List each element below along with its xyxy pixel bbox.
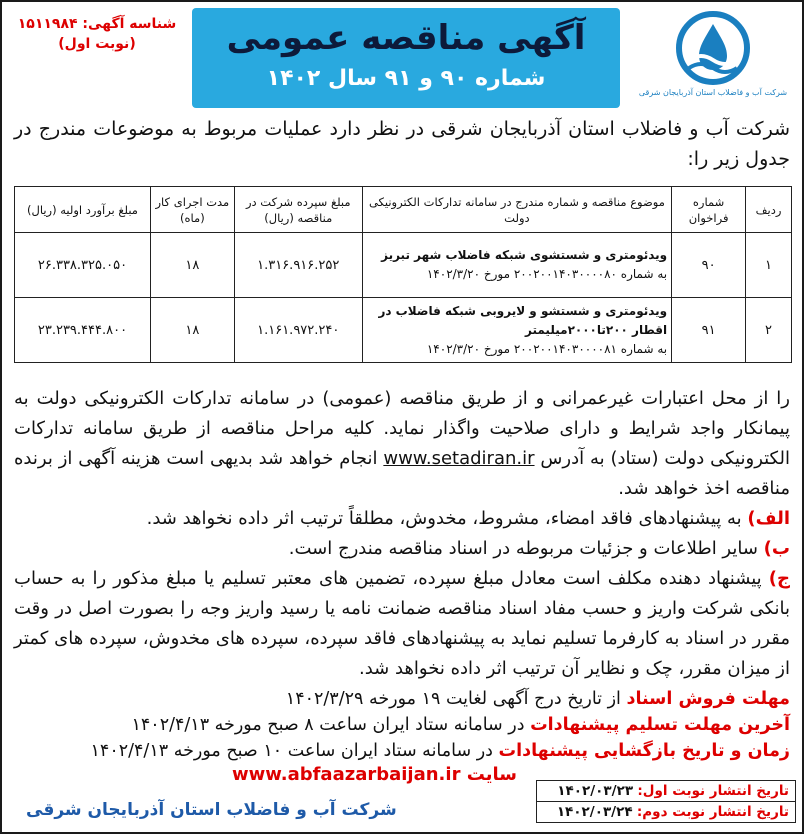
table-header-row bbox=[15, 187, 792, 233]
header bbox=[2, 8, 802, 108]
pub-date-second bbox=[537, 802, 795, 822]
col-row: ردیف bbox=[746, 187, 792, 233]
footer bbox=[2, 764, 802, 832]
water-drop-logo-icon bbox=[675, 10, 751, 86]
publication-dates bbox=[536, 780, 796, 823]
cell-estimate: ۲۳.۲۳۹.۴۴۴.۸۰۰ bbox=[15, 298, 151, 363]
pub-date-second-value: ۱۴۰۲/۰۳/۲۴ bbox=[556, 804, 633, 820]
cell-call-no: ۹۰ bbox=[672, 233, 746, 298]
subject-ref: به شماره ۲۰۰۲۰۰۱۴۰۳۰۰۰۰۸۰ مورخ ۱۴۰۲/۳/۲۰ bbox=[426, 267, 668, 281]
title-banner bbox=[192, 8, 620, 108]
cell-subject bbox=[362, 233, 671, 298]
table-row bbox=[15, 298, 792, 363]
subject-title: ویدئومتری و شستشوی شبکه فاضلاب شهر تبریز bbox=[381, 248, 668, 262]
site-line bbox=[232, 764, 517, 785]
deadline-sale bbox=[14, 686, 790, 712]
site-label: سایت bbox=[466, 764, 518, 785]
cell-duration: ۱۸ bbox=[150, 298, 234, 363]
cell-deposit: ۱.۳۱۶.۹۱۶.۲۵۲ bbox=[234, 233, 362, 298]
pub-date-first-label: تاریخ انتشار نوبت اول: bbox=[637, 783, 789, 799]
intro-text: شرکت آب و فاضلاب استان آذربایجان شرقی در نظر دارد عملیات مربوط به موضوعات مندرج در جدول زیر را: bbox=[14, 118, 790, 170]
pub-date-second-label: تاریخ انتشار نوبت دوم: bbox=[636, 804, 789, 820]
pub-date-first-value: ۱۴۰۲/۰۳/۲۳ bbox=[557, 783, 634, 799]
cell-duration: ۱۸ bbox=[150, 233, 234, 298]
clause-b-text: سایر اطلاعات و جزئیات مربوطه در اسناد مناقصه مندرج است. bbox=[288, 538, 758, 559]
col-duration: مدت اجرای کار (ماه) bbox=[150, 187, 234, 233]
tender-table bbox=[14, 186, 792, 363]
deadline-sale-label: مهلت فروش اسناد bbox=[626, 689, 790, 709]
ad-id: شناسه آگهی: ۱۵۱۱۹۸۴ bbox=[17, 16, 177, 32]
main-paragraph bbox=[14, 384, 790, 504]
logo-caption: شرکت آب و فاضلاب استان آذربایجان شرقی bbox=[638, 88, 788, 97]
cell-subject bbox=[362, 298, 671, 363]
clause-c-text: پیشنهاد دهنده مکلف است معادل مبلغ سپرده، تضمین های معتبر تسلیم یا مبلغ مذکور را به حساب بانکی شرکت واریز و حسب مفاد اسناد مناقصه ضمانت نامه یا رسید واریز وجه را بصورت اصل در وقت مقرر در اسناد به کارفرما تسلیم نماید به پیشنهادهای فاقد سپرده، سپرده های مخدوش، سپرده های کمتر از میزان مقرر، چک و نظایر آن ترتیب اثر داده نخواهد شد. bbox=[14, 568, 790, 679]
cell-row: ۱ bbox=[746, 233, 792, 298]
ad-round: (نوبت اول) bbox=[58, 36, 136, 52]
body-text bbox=[14, 384, 790, 684]
page-subtitle: شماره ۹۰ و ۹۱ سال ۱۴۰۲ bbox=[266, 66, 546, 91]
col-call-no: شماره فراخوان bbox=[672, 187, 746, 233]
clause-c bbox=[14, 564, 790, 684]
deadlines bbox=[14, 686, 790, 764]
main-paragraph-b: انجام خواهد شد بدیهی است هزینه آگهی از برنده مناقصه اخذ خواهد شد. bbox=[14, 448, 790, 499]
site-link[interactable]: www.abfaazarbaijan.ir bbox=[232, 764, 461, 785]
col-subject: موضوع مناقصه و شماره مندرج در سامانه تدارکات الکترونیکی دولت bbox=[362, 187, 671, 233]
clause-b bbox=[14, 534, 790, 564]
cell-estimate: ۲۶.۳۳۸.۳۲۵.۰۵۰ bbox=[15, 233, 151, 298]
table-row bbox=[15, 233, 792, 298]
col-deposit: مبلغ سپرده شرکت در مناقصه (ریال) bbox=[234, 187, 362, 233]
deadline-submit-label: آخرین مهلت تسلیم پیشنهادات bbox=[530, 715, 790, 735]
deadline-submit-text: در سامانه ستاد ایران ساعت ۸ صبح مورخه ۱۴۰۲/۴/۱۳ bbox=[131, 715, 525, 735]
clause-c-label: ج) bbox=[768, 568, 790, 589]
page-title: آگهی مناقصه عمومی bbox=[226, 18, 586, 58]
clause-a-label: الف) bbox=[747, 508, 790, 529]
company-logo bbox=[638, 10, 788, 97]
main-paragraph-a: را از محل اعتبارات غیرعمرانی و از طریق مناقصه (عمومی) در سامانه تدارکات الکترونیکی دولت به پیمانکار واجد شرایط و دارای صلاحیت واگذار نماید. کلیه مراحل مناقصه از طریق سامانه تدارکات الکترونیکی دولت (ستاد) به آدرس bbox=[14, 388, 790, 469]
col-estimate: مبلغ برآورد اولیه (ریال) bbox=[15, 187, 151, 233]
clause-a-text: به پیشنهادهای فاقد امضاء، مشروط، مخدوش، مطلقاً ترتیب اثر داده نخواهد شد. bbox=[146, 508, 742, 529]
ad-id-block bbox=[12, 14, 182, 54]
pub-date-first bbox=[537, 781, 795, 802]
subject-ref: به شماره ۲۰۰۲۰۰۱۴۰۳۰۰۰۰۸۱ مورخ ۱۴۰۲/۳/۲۰ bbox=[426, 341, 668, 356]
cell-row: ۲ bbox=[746, 298, 792, 363]
deadline-submit bbox=[14, 712, 790, 738]
deadline-open bbox=[14, 738, 790, 764]
cell-call-no: ۹۱ bbox=[672, 298, 746, 363]
footer-company: شرکت آب و فاضلاب استان آذربایجان شرقی bbox=[26, 800, 397, 820]
deadline-open-text: در سامانه ستاد ایران ساعت ۱۰ صبح مورخه ۱۴۰۲/۴/۱۳ bbox=[90, 741, 493, 761]
setad-link[interactable]: www.setadiran.ir bbox=[383, 448, 535, 469]
deadline-open-label: زمان و تاریخ بازگشایی پیشنهادات bbox=[498, 741, 790, 761]
clause-b-label: ب) bbox=[763, 538, 790, 559]
subject-title: ویدئومتری و شستشو و لایروبی شبکه فاضلاب در اقطار ۲۰۰تا۲۰۰۰میلیمتر bbox=[378, 303, 668, 337]
clause-a bbox=[14, 504, 790, 534]
cell-deposit: ۱.۱۶۱.۹۷۲.۲۴۰ bbox=[234, 298, 362, 363]
deadline-sale-text: از تاریخ درج آگهی لغایت ۱۹ مورخه ۱۴۰۲/۳/۲۹ bbox=[285, 689, 621, 709]
